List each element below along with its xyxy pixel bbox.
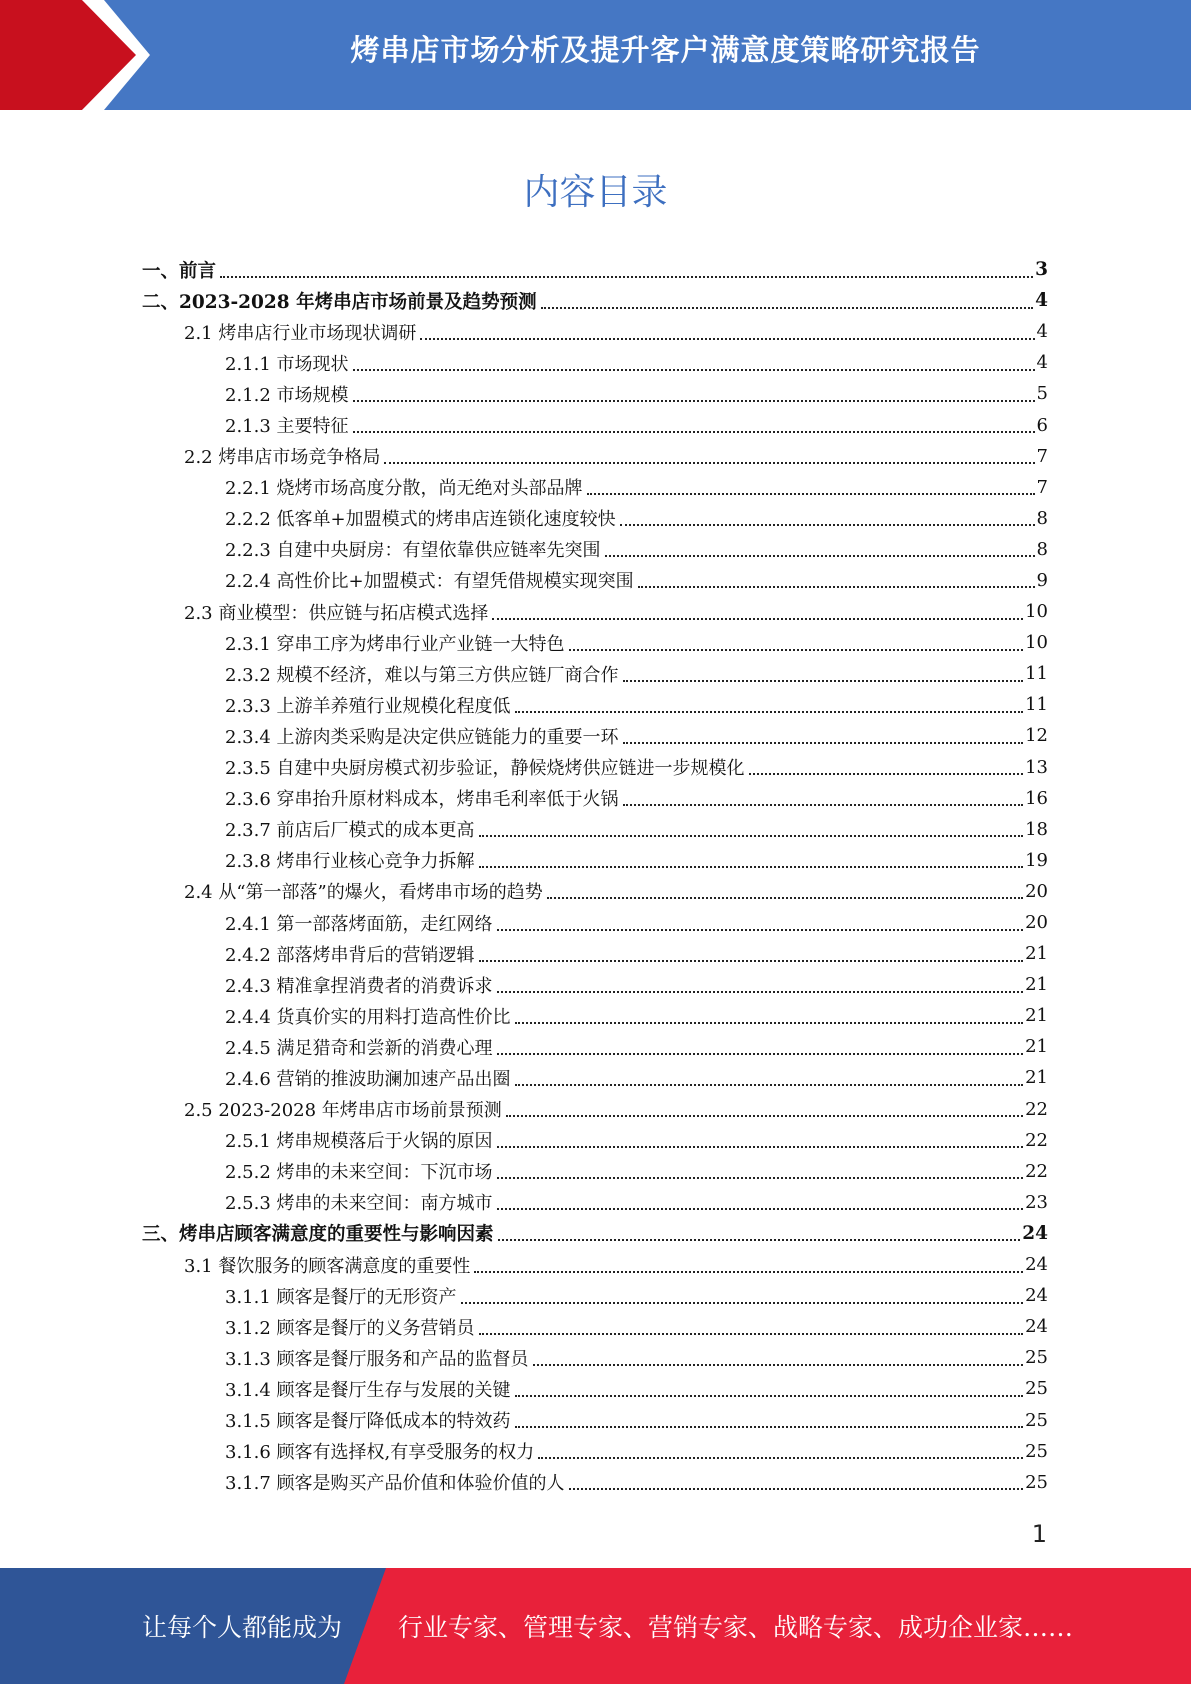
toc-leader-dots xyxy=(638,586,1035,588)
toc-entry-page: 25 xyxy=(1025,1409,1048,1431)
toc-entry-page: 25 xyxy=(1025,1347,1048,1369)
toc-entry-title: 3.1.1 顾客是餐厅的无形资产 xyxy=(225,1286,457,1308)
toc-entry-page: 19 xyxy=(1025,849,1048,871)
toc-leader-dots xyxy=(623,804,1024,806)
toc-leader-dots xyxy=(479,866,1024,868)
toc-entry[interactable] xyxy=(142,1125,1048,1156)
toc-leader-dots xyxy=(497,991,1024,993)
toc-entry-title: 2.5 2023-2028 年烤串店市场前景预测 xyxy=(184,1100,502,1122)
toc-leader-dots xyxy=(749,773,1024,775)
toc-entry[interactable] xyxy=(142,347,1048,378)
toc-leader-dots xyxy=(384,462,1034,464)
toc-entry-title: 2.4 从“第一部落”的爆火，看烤串市场的趋势 xyxy=(184,882,543,904)
toc-entry-title: 2.5.3 烤串的未来空间：南方城市 xyxy=(225,1193,493,1215)
page-number: 1 xyxy=(1031,1520,1047,1548)
toc-entry[interactable] xyxy=(142,441,1048,472)
toc-entry-title: 2.3.5 自建中央厨房模式初步验证，静候烧烤供应链进一步规模化 xyxy=(225,758,745,780)
toc-entry[interactable] xyxy=(142,783,1048,814)
toc-entry[interactable] xyxy=(142,720,1048,751)
toc-entry[interactable] xyxy=(142,534,1048,565)
toc-entry-page: 10 xyxy=(1025,601,1048,623)
toc-entry-page: 24 xyxy=(1025,1285,1048,1307)
toc-entry-title: 3.1 餐饮服务的顾客满意度的重要性 xyxy=(184,1255,471,1277)
toc-entry-title: 2.4.2 部落烤串背后的营销逻辑 xyxy=(225,944,475,966)
toc-entry[interactable] xyxy=(142,752,1048,783)
toc-entry-title: 2.3.7 前店后厂模式的成本更高 xyxy=(225,820,475,842)
toc-entry[interactable] xyxy=(142,1094,1048,1125)
toc-entry[interactable] xyxy=(142,876,1048,907)
toc-entry[interactable] xyxy=(142,1000,1048,1031)
toc-entry-page: 25 xyxy=(1025,1378,1048,1400)
toc-entry-page: 24 xyxy=(1025,1316,1048,1338)
toc-entry[interactable] xyxy=(142,845,1048,876)
toc-leader-dots xyxy=(569,649,1024,651)
toc-leader-dots xyxy=(479,1333,1024,1335)
toc-entry-page: 21 xyxy=(1025,943,1048,965)
toc-entry-title: 2.3.4 上游肉类采购是决定供应链能力的重要一环 xyxy=(225,726,619,748)
toc-entry-page: 24 xyxy=(1025,1254,1048,1276)
footer-slogan: 让每个人都能成为 xyxy=(142,1613,343,1642)
toc-entry-title: 2.2.2 低客单+加盟模式的烤串店连锁化速度较快 xyxy=(225,509,616,531)
toc-entry-title: 2.1.3 主要特征 xyxy=(225,416,349,438)
toc-entry-title: 2.4.5 满足猎奇和尝新的消费心理 xyxy=(225,1037,493,1059)
toc-entry-title: 2.4.6 营销的推波助澜加速产品出圈 xyxy=(225,1068,511,1090)
toc-leader-dots xyxy=(492,618,1023,620)
toc-leader-dots xyxy=(497,1053,1024,1055)
toc-entry-title: 2.4.1 第一部落烤面筋，走红网络 xyxy=(225,913,493,935)
toc-entry-title: 一、前言 xyxy=(142,260,217,282)
toc-entry[interactable] xyxy=(142,1342,1048,1373)
toc-entry[interactable] xyxy=(142,1467,1048,1498)
toc-leader-dots xyxy=(587,493,1035,495)
toc-leader-dots xyxy=(623,680,1024,682)
toc-entry-title: 2.3.2 规模不经济，难以与第三方供应链厂商合作 xyxy=(225,664,619,686)
toc-entry-title: 2.4.4 货真价实的用料打造高性价比 xyxy=(225,1006,511,1028)
toc-entry[interactable] xyxy=(142,814,1048,845)
toc-entry-page: 8 xyxy=(1036,538,1048,560)
toc-entry[interactable] xyxy=(142,254,1048,285)
toc-entry-page: 20 xyxy=(1025,912,1048,934)
toc-leader-dots xyxy=(515,1084,1024,1086)
toc-leader-dots xyxy=(497,1208,1024,1210)
toc-entry-page: 4 xyxy=(1035,290,1048,312)
toc-entry[interactable] xyxy=(142,596,1048,627)
toc-leader-dots xyxy=(474,1271,1023,1273)
toc-entry-title: 2.2.3 自建中央厨房：有望依靠供应链率先突围 xyxy=(225,540,601,562)
toc-entry-page: 12 xyxy=(1025,725,1048,747)
toc-entry-title: 3.1.4 顾客是餐厅生存与发展的关键 xyxy=(225,1379,511,1401)
footer-roles: 行业专家、管理专家、营销专家、战略专家、成功企业家…… xyxy=(398,1613,1074,1642)
toc-entry[interactable] xyxy=(142,378,1048,409)
toc-leader-dots xyxy=(547,897,1023,899)
toc-entry-page: 22 xyxy=(1025,1098,1048,1120)
toc-entry[interactable] xyxy=(142,565,1048,596)
toc-leader-dots xyxy=(620,524,1035,526)
toc-entry-page: 24 xyxy=(1022,1222,1048,1244)
toc-leader-dots xyxy=(461,1302,1024,1304)
toc-entry-title: 2.2 烤串店市场竞争格局 xyxy=(184,447,381,469)
toc-entry-page: 11 xyxy=(1025,663,1048,685)
toc-entry[interactable] xyxy=(142,409,1048,440)
toc-entry-page: 3 xyxy=(1035,259,1048,281)
toc-leader-dots xyxy=(353,369,1035,371)
toc-leader-dots xyxy=(353,400,1035,402)
page-footer xyxy=(0,1568,1191,1684)
toc-entry-page: 7 xyxy=(1036,445,1048,467)
toc-entry-page: 22 xyxy=(1025,1129,1048,1151)
toc-entry-page: 18 xyxy=(1025,818,1048,840)
toc-entry-title: 2.2.1 烧烤市场高度分散，尚无绝对头部品牌 xyxy=(225,478,583,500)
toc-entry[interactable] xyxy=(142,503,1048,534)
toc-entry-page: 20 xyxy=(1025,880,1048,902)
toc-leader-dots xyxy=(515,1022,1024,1024)
page-header xyxy=(0,0,1191,110)
toc-leader-dots xyxy=(515,711,1024,713)
toc-entry-page: 21 xyxy=(1025,1067,1048,1089)
toc-entry-page: 23 xyxy=(1025,1191,1048,1213)
toc-entry-page: 25 xyxy=(1025,1471,1048,1493)
toc-entry-page: 9 xyxy=(1036,569,1048,591)
toc-leader-dots xyxy=(353,431,1035,433)
toc-leader-dots xyxy=(497,929,1024,931)
toc-entry-page: 4 xyxy=(1036,352,1048,374)
toc-entry[interactable] xyxy=(142,285,1048,316)
toc-leader-dots xyxy=(506,1115,1023,1117)
toc-leader-dots xyxy=(497,1146,1024,1148)
toc-entry-title: 2.2.4 高性价比+加盟模式：有望凭借规模实现突围 xyxy=(225,571,634,593)
toc-entry-page: 5 xyxy=(1036,383,1048,405)
toc-entry-title: 3.1.7 顾客是购买产品价值和体验价值的人 xyxy=(225,1473,565,1495)
toc-entry-title: 三、烤串店顾客满意度的重要性与影响因素 xyxy=(142,1224,494,1246)
toc-entry[interactable] xyxy=(142,907,1048,938)
toc-entry[interactable] xyxy=(142,1280,1048,1311)
toc-entry[interactable] xyxy=(142,1218,1048,1249)
toc-entry-page: 16 xyxy=(1025,787,1048,809)
toc-entry-page: 21 xyxy=(1025,1036,1048,1058)
toc-entry[interactable] xyxy=(142,316,1048,347)
toc-entry[interactable] xyxy=(142,1187,1048,1218)
toc-entry-page: 6 xyxy=(1036,414,1048,436)
toc-entry-title: 3.1.3 顾客是餐厅服务和产品的监督员 xyxy=(225,1348,529,1370)
toc-entry-title: 2.3 商业模型：供应链与拓店模式选择 xyxy=(184,602,489,624)
toc-entry-title: 2.1 烤串店行业市场现状调研 xyxy=(184,322,417,344)
toc-entry-page: 10 xyxy=(1025,632,1048,654)
toc-entry-title: 2.3.1 穿串工序为烤串行业产业链一大特色 xyxy=(225,633,565,655)
toc-entry-title: 3.1.6 顾客有选择权,有享受服务的权力 xyxy=(225,1442,535,1464)
toc-entry[interactable] xyxy=(142,627,1048,658)
toc-leader-dots xyxy=(541,307,1034,309)
toc-leader-dots xyxy=(623,742,1024,744)
toc-leader-dots xyxy=(220,276,1033,278)
toc-entry[interactable] xyxy=(142,658,1048,689)
toc-entry[interactable] xyxy=(142,689,1048,720)
toc-entry-title: 2.4.3 精准拿捏消费者的消费诉求 xyxy=(225,975,493,997)
toc-entry-page: 8 xyxy=(1036,507,1048,529)
toc-leader-dots xyxy=(538,1457,1023,1459)
toc-leader-dots xyxy=(605,555,1035,557)
toc-entry-page: 4 xyxy=(1036,321,1048,343)
toc-entry-title: 2.1.2 市场规模 xyxy=(225,384,349,406)
toc-heading: 内容目录 xyxy=(523,172,668,213)
toc-entry-page: 21 xyxy=(1025,1005,1048,1027)
toc-leader-dots xyxy=(515,1426,1024,1428)
toc-leader-dots xyxy=(569,1488,1024,1490)
toc-entry[interactable] xyxy=(142,1311,1048,1342)
toc-entry[interactable] xyxy=(142,1404,1048,1435)
toc-entry-title: 二、2023-2028 年烤串店市场前景及趋势预测 xyxy=(142,291,537,313)
toc-leader-dots xyxy=(515,1395,1024,1397)
report-title: 烤串店市场分析及提升客户满意度策略研究报告 xyxy=(350,33,981,67)
toc-entry-title: 2.1.1 市场现状 xyxy=(225,353,349,375)
toc-entry[interactable] xyxy=(142,1031,1048,1062)
toc-entry[interactable] xyxy=(142,1436,1048,1467)
toc-entry[interactable] xyxy=(142,969,1048,1000)
toc-entry[interactable] xyxy=(142,1156,1048,1187)
toc-leader-dots xyxy=(479,960,1024,962)
toc-entry[interactable] xyxy=(142,1062,1048,1093)
toc-entry-title: 3.1.2 顾客是餐厅的义务营销员 xyxy=(225,1317,475,1339)
toc-entry-page: 21 xyxy=(1025,974,1048,996)
toc-entry-page: 25 xyxy=(1025,1440,1048,1462)
toc-entry-page: 11 xyxy=(1025,694,1048,716)
toc-leader-dots xyxy=(498,1239,1021,1241)
toc-entry-title: 2.3.3 上游羊养殖行业规模化程度低 xyxy=(225,695,511,717)
toc-entry-title: 2.3.6 穿串抬升原材料成本，烤串毛利率低于火锅 xyxy=(225,789,619,811)
toc-leader-dots xyxy=(479,835,1024,837)
toc-entry[interactable] xyxy=(142,938,1048,969)
toc-entry-page: 7 xyxy=(1036,476,1048,498)
toc-leader-dots xyxy=(420,338,1034,340)
toc-leader-dots xyxy=(497,1177,1024,1179)
toc-entry[interactable] xyxy=(142,472,1048,503)
toc-entry-page: 13 xyxy=(1025,756,1048,778)
table-of-contents xyxy=(142,254,1048,1498)
toc-leader-dots xyxy=(533,1364,1024,1366)
toc-entry-title: 2.3.8 烤串行业核心竞争力拆解 xyxy=(225,851,475,873)
toc-entry-title: 3.1.5 顾客是餐厅降低成本的特效药 xyxy=(225,1411,511,1433)
toc-entry[interactable] xyxy=(142,1373,1048,1404)
toc-entry[interactable] xyxy=(142,1249,1048,1280)
toc-entry-title: 2.5.2 烤串的未来空间：下沉市场 xyxy=(225,1162,493,1184)
toc-entry-title: 2.5.1 烤串规模落后于火锅的原因 xyxy=(225,1131,493,1153)
toc-entry-page: 22 xyxy=(1025,1160,1048,1182)
